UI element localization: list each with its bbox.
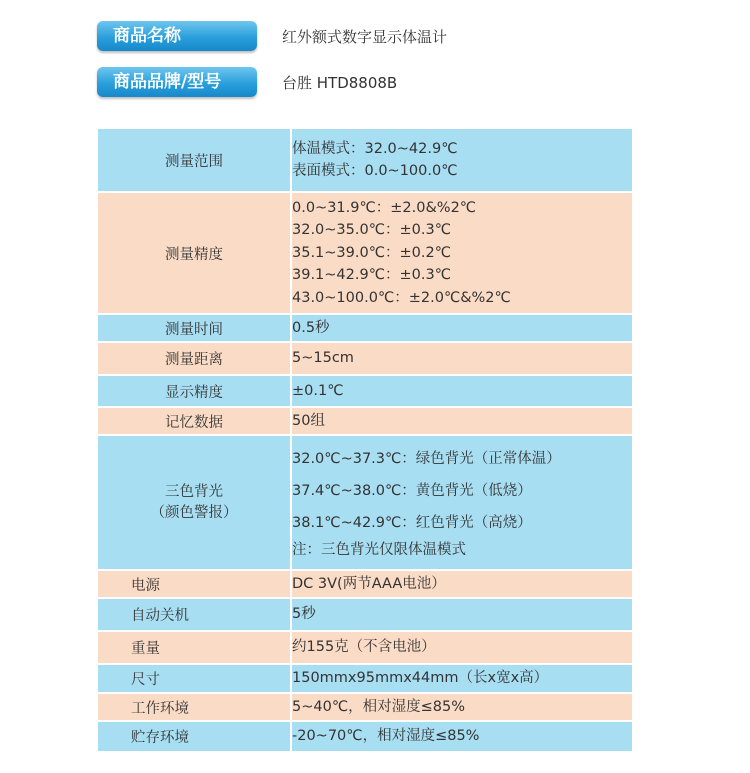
table-row (97, 631, 633, 664)
spec-value: 150mmx95mmx44mm（长x宽x高） (291, 664, 633, 693)
spec-label: 记忆数据 (97, 407, 291, 435)
spec-table (96, 127, 634, 753)
table-row (97, 314, 633, 342)
product-brand-value: 台胜 HTD8808B (282, 74, 398, 92)
spec-value: 0.0~31.9℃：±2.0&%2℃ 32.0~35.0℃：±0.3℃ 35.1~39.0℃：±0.2℃ 39.1~42.9℃：±0.3℃ 43.0~100.0℃：±2.0℃&%2℃ (291, 192, 633, 314)
table-row (97, 693, 633, 721)
spec-value: 5~40℃，相对湿度≤85% (291, 693, 633, 721)
spec-label: 贮存环境 (97, 721, 291, 752)
table-row (97, 435, 633, 570)
table-row (97, 721, 633, 752)
table-row (97, 570, 633, 598)
spec-label: 自动关机 (97, 598, 291, 631)
spec-label: 重量 (97, 631, 291, 664)
spec-label: 测量时间 (97, 314, 291, 342)
spec-value: -20~70℃，相对湿度≤85% (291, 721, 633, 752)
table-row (97, 342, 633, 375)
spec-value: 约155克（不含电池） (291, 631, 633, 664)
spec-value: DC 3V(两节AAA电池） (291, 570, 633, 598)
table-row (97, 664, 633, 693)
spec-value: 0.5秒 (291, 314, 633, 342)
spec-label: 尺寸 (97, 664, 291, 693)
product-brand-badge: 商品品牌/型号 (97, 67, 257, 97)
spec-value: 5秒 (291, 598, 633, 631)
product-name-value: 红外额式数字显示体温计 (282, 28, 448, 46)
spec-label: 工作环境 (97, 693, 291, 721)
product-name-badge: 商品名称 (97, 21, 257, 51)
spec-value: 体温模式：32.0~42.9℃ 表面模式：0.0~100.0℃ (291, 128, 633, 192)
table-row (97, 375, 633, 407)
spec-value: 32.0℃~37.3℃：绿色背光（正常体温） 37.4℃~38.0℃：黄色背光（低烧） 38.1℃~42.9℃：红色背光（高烧） 注：三色背光仅限体温模式 (291, 435, 633, 570)
spec-value: 50组 (291, 407, 633, 435)
spec-value: ±0.1℃ (291, 375, 633, 407)
spec-label: 三色背光 （颜色警报） (97, 435, 291, 570)
table-row (97, 192, 633, 314)
table-row (97, 128, 633, 192)
spec-label: 电源 (97, 570, 291, 598)
spec-label: 测量精度 (97, 192, 291, 314)
table-row (97, 407, 633, 435)
table-row (97, 598, 633, 631)
spec-value: 5~15cm (291, 342, 633, 375)
spec-label: 测量距离 (97, 342, 291, 375)
spec-label: 测量范围 (97, 128, 291, 192)
spec-label: 显示精度 (97, 375, 291, 407)
